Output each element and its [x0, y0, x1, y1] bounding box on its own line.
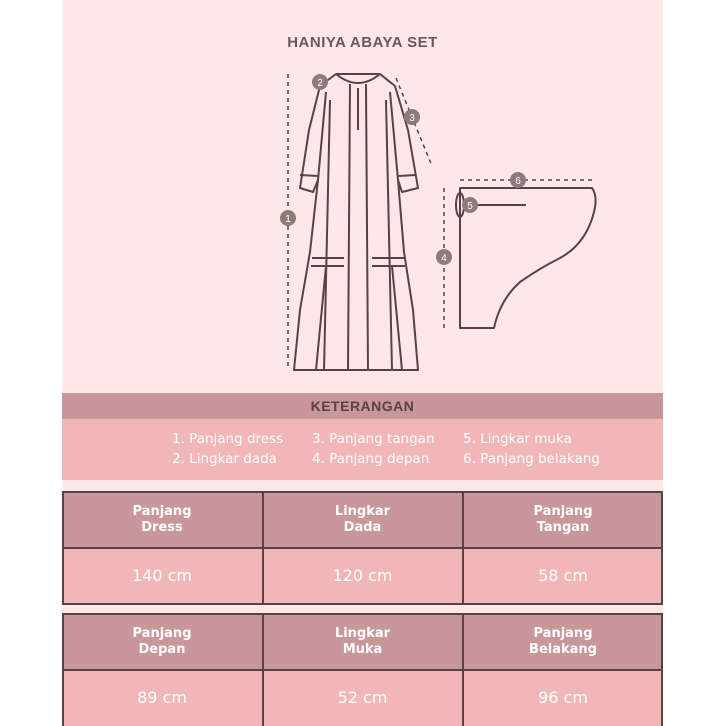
table-header-cell: Panjang Dress	[62, 492, 262, 548]
table-border	[462, 492, 464, 604]
table-value-cell: 120 cm	[262, 548, 463, 604]
table-border	[62, 613, 663, 615]
legend-item: 3. Panjang tangan	[312, 431, 435, 447]
keterangan-header: KETERANGAN	[62, 393, 663, 419]
marker-4	[436, 249, 452, 265]
svg-text:2: 2	[317, 78, 323, 89]
khimar-illustration	[456, 188, 596, 328]
table-header-cell: Panjang Belakang	[463, 614, 663, 670]
keterangan-legend	[62, 419, 663, 480]
table-value-cell: 96 cm	[463, 670, 663, 726]
marker-5	[462, 197, 478, 213]
legend-item: 4. Panjang depan	[312, 451, 430, 467]
table-border	[62, 614, 64, 726]
table-header-cell: Lingkar Dada	[262, 492, 463, 548]
table-border	[62, 492, 64, 604]
table-header-cell: Panjang Tangan	[463, 492, 663, 548]
product-title: HANIYA ABAYA SET	[287, 34, 438, 51]
table-border	[62, 491, 663, 493]
svg-text:3: 3	[409, 113, 415, 124]
table-border	[661, 614, 663, 726]
svg-text:6: 6	[515, 176, 521, 187]
marker-6	[510, 172, 526, 188]
marker-1	[280, 210, 296, 226]
svg-text:1: 1	[285, 214, 291, 225]
legend-item: 1. Panjang dress	[172, 431, 284, 447]
table-value-cell: 140 cm	[62, 548, 262, 604]
marker-3	[404, 109, 420, 125]
table-border	[262, 492, 264, 604]
table-border	[661, 492, 663, 604]
marker-2	[312, 74, 328, 90]
table-border	[62, 603, 663, 605]
legend-item: 2. Lingkar dada	[172, 451, 277, 467]
table-border	[62, 547, 663, 549]
svg-text:5: 5	[467, 201, 473, 212]
table-value-cell: 52 cm	[262, 670, 463, 726]
table-border	[262, 614, 264, 726]
table-header-cell: Lingkar Muka	[262, 614, 463, 670]
abaya-dress-illustration	[294, 74, 418, 370]
measurement-table-1	[62, 492, 663, 604]
legend-item: 6. Panjang belakang	[463, 451, 600, 467]
svg-text:4: 4	[441, 253, 447, 264]
table-border	[462, 614, 464, 726]
table-header-cell: Panjang Depan	[62, 614, 262, 670]
legend-item: 5. Lingkar muka	[463, 431, 572, 447]
table-value-cell: 58 cm	[463, 548, 663, 604]
measurement-table-2	[62, 614, 663, 726]
table-value-cell: 89 cm	[62, 670, 262, 726]
table-border	[62, 669, 663, 671]
